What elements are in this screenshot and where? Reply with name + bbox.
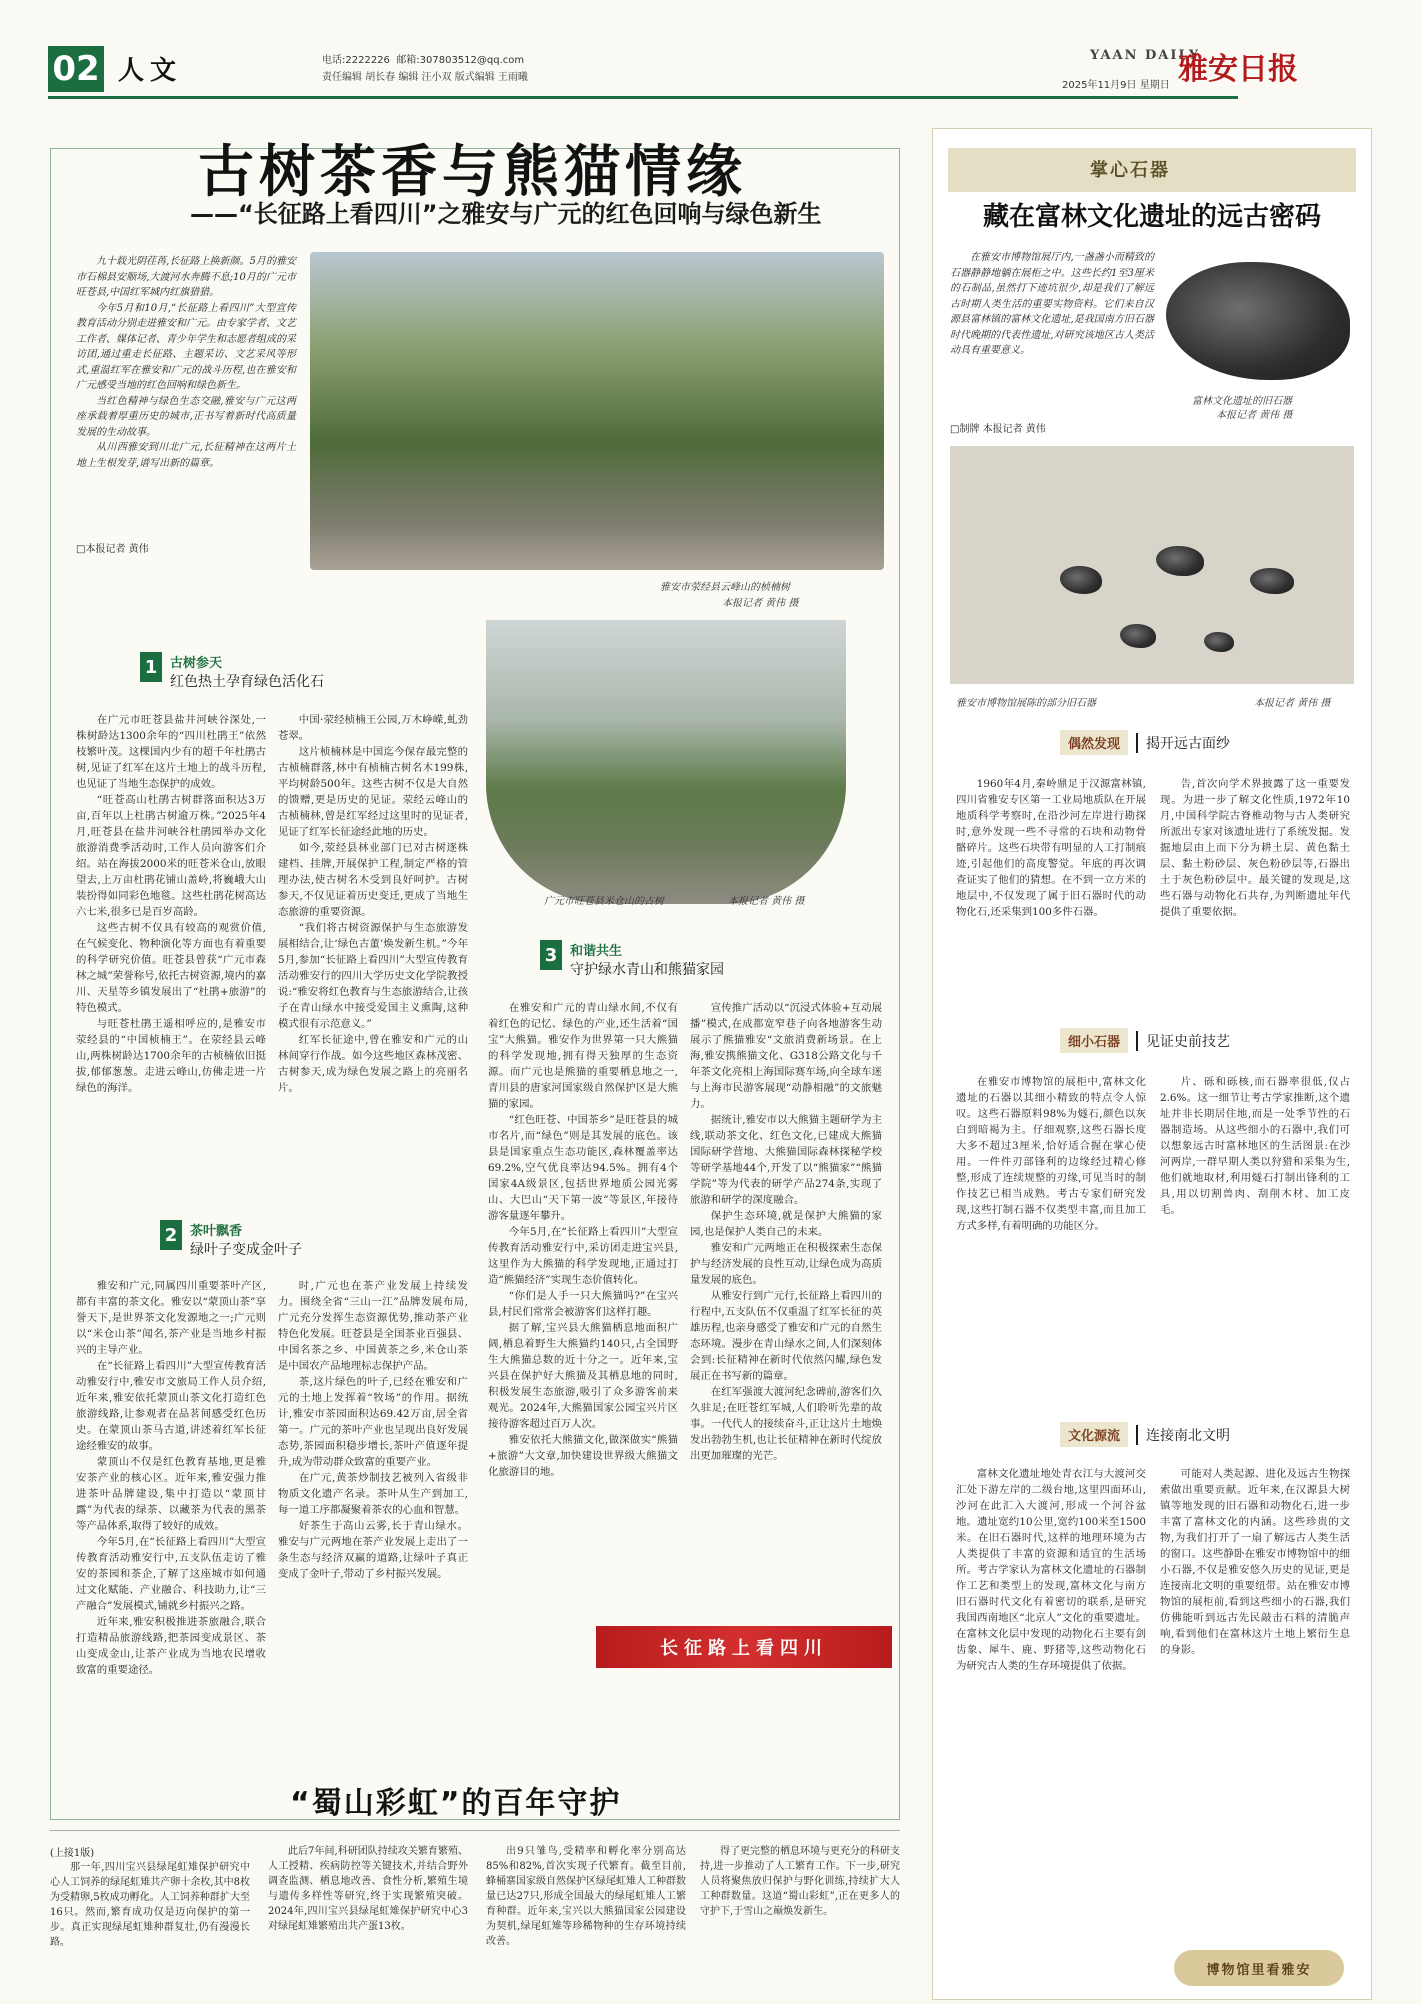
sub2-col1: 在雅安市博物馆的展柜中,富林文化遗址的石器以其细小精致的特点令人惊叹。这些石器原料98%为燧石,颜色以灰白到暗褐为主。仔细观察,这些石器长度大多不超过3厘米,恰好适合握在掌心使用。一件件刃部锋利的边缘经过精心修整,形成了连续规整的刃缘,可见当时的制作技艺已相当成熟。考古专家们研究发现,这些打制石器不仅类型丰富,而且加工方式多样,有着明确的功能区分。 [956,1076,1146,1232]
section2-col1 [76,1278,266,1678]
s1c1-p3: 这些古树不仅具有较高的观赏价值,在气候变化、物种演化等方面也有着重要的科学研究价值。旺苍县曾获“广元市森林之城”荣誉称号,依托古树资源,境内的嘉川、天星等乡镇发展出了“杜鹃+旅游”的特色模式。 [76,922,266,1014]
sidebar-frame [932,128,1372,2000]
lead-p1: 九十载光阴荏苒,长征路上换新颜。5月的雅安市石棉县安顺场,大渡河水奔腾不息;10月的广元市旺苍县,中国红军城内红旗猎猎。 [76,256,296,298]
editors-info [322,52,528,86]
s1c2-p3: 如今,荥经县林业部门已对古树逐株建档、挂牌,开展保护工程,制定严格的管理办法,使古树名木受到良好呵护。古树参天,不仅见证着历史变迁,更成了当地生态旅游的重要资源。 [278,842,468,918]
lead-byline: □本报记者 黄伟 [76,544,149,555]
bottom-col4: 得了更完整的栖息环境与更充分的科研支持,进一步推动了人工繁育工作。下一步,研究人员将聚焦放归保护与野化训练,持续扩大人工种群数量。这道“蜀山彩虹”,正在更多人的守护下,于雪山之巅焕发新生。 [700,1846,900,1917]
bottom-article-title: “蜀山彩虹”的百年守护 [290,1786,622,1821]
feature-subtitle: ——“长征路上看四川”之雅安与广元的红色回响与绿色新生 [190,200,822,228]
section1-subtitle: 红色热土孕育绿色活化石 [170,674,324,690]
sub3-col2: 可能对人类起源、进化及远古生物探索做出重要贡献。近年来,在汉源县大树镇等地发现的旧石器和动物化石,进一步丰富了富林文化的内涵。这些珍贵的文物,为我们打开了一扇了解远古人类生活的窗口。这些静卧在雅安市博物馆中的细小石器,不仅是雅安悠久历史的见证,更是连接南北文明的重要纽带。站在雅安市博物馆的展柜前,看到这些细小的石器,我们仿佛能听到远古先民敲击石料的清脆声响,看到他们在富林这片土地上繁衍生息的身影。 [1160,1468,1350,1656]
header-rule [48,96,1238,99]
sub3-text: 连接南北文明 [1136,1425,1230,1445]
s3c2-p3: 保护生态环境,就是保护大熊猫的家园,也是保护人类自己的未来。 [690,1210,882,1238]
s1c2-p2: 这片桢楠林是中国迄今保存最完整的古桢楠群落,林中有桢楠古树名木199株,平均树龄500年。这些古树不仅是大自然的馈赠,更是历史的见证。荥经云峰山的古桢楠林,曾是红军经过这里时的见证者,见证了红军长征途经此地的历史。 [278,746,468,838]
sub2-text: 见证史前技艺 [1136,1031,1230,1051]
stone-credit: 本报记者 黄伟 摄 [1216,410,1293,421]
sub1-col2: 告,首次向学术界披露了这一重要发现。为进一步了解文化性质,1972年10月,中国科学院古脊椎动物与古人类研究所派出专家对该遗址进行了系统发掘。发掘地层由上而下分为耕土层、黄色黏土层、黏土粉砂层、灰色粉砂层等,石器出土于灰色粉砂层中。最关键的发现是,这些石器与动物化石共存,为判断遗址年代提供了重要依据。 [1160,778,1350,918]
editors-line: 责任编辑 胡长春 编辑 汪小双 版式编辑 王雨曦 [322,72,528,83]
s3c2-p4: 雅安和广元两地正在积极探索生态保护与经济发展的良性互动,让绿色成为高质量发展的底色。 [690,1242,882,1286]
stones-caption: 雅安市博物馆展陈的部分旧石器 [956,698,1096,709]
s2c2-p4: 好茶生于高山云雾,长于青山绿水。雅安与广元两地在茶产业发展上走出了一条生态与经济双赢的道路,让绿叶子真正变成了金叶子,带动了乡村振兴发展。 [278,1520,468,1580]
photo2-caption: 广元市旺苍县米仓山的古树 [544,896,664,907]
stone-piece-5 [1204,632,1234,652]
s3c1-p3: 今年5月,在“长征路上看四川”大型宣传教育活动雅安行中,采访团走进宝兴县,这里作为大熊猫的科学发现地,正通过打造“熊猫经济”实现生态价值转化。 [488,1226,678,1286]
s3c1-p5: 据了解,宝兴县大熊猫栖息地面积广阔,栖息着野生大熊猫约140只,占全国野生大熊猫总数的近十分之一。近年来,宝兴县在保护好大熊猫及其栖息地的同时,积极发展生态旅游,吸引了众多游客前来观光。2024年,大熊猫国家公园宝兴片区接待游客超过百万人次。 [488,1322,678,1430]
stone-piece-4 [1120,624,1156,648]
s1c1-p4: 与旺苍杜鹃王遥相呼应的,是雅安市荥经县的“中国桢楠王”。在荥经县云峰山,两株树龄达1700余年的古桢楠依旧挺拔,郁郁葱葱。走进云峰山,仿佛走进一片绿色的海洋。 [76,1018,266,1094]
sub1-tag: 偶然发现 [1060,730,1128,755]
lead-paragraphs [76,254,296,471]
s1c1-p2: “旺苍高山杜鹃古树群落面积达3万亩,百年以上杜鹃古树逾万株。”2025年4月,旺苍县在盐井河峡谷杜鹃园举办文化旅游消费季活动时,工作人员向游客们介绍。站在海拔2000米的旺苍米仓山,放眼望去,上万亩杜鹃花铺山盖岭,将巍峨大山装扮得如同彩色地毯。这些杜鹃花树高达六七米,很多已是百岁高龄。 [76,794,266,918]
photo-zhennan-trees [310,252,884,570]
photo1-credit: 本报记者 黄伟 摄 [722,598,799,609]
s3c2-p1: 宣传推广活动以“沉浸式体验+互动展播”模式,在成都宽窄巷子向各地游客生动展示了熊猫雅安“文旅消费新场景。在上海,雅安携熊猫文化、G318公路文化与千年茶文化亮相上海国际赛车场,向全球车迷与上海市民游客展现“动静相融”的文旅魅力。 [690,1002,882,1110]
s2c1-p2: 在“长征路上看四川”大型宣传教育活动雅安行中,雅安市文旅局工作人员介绍,近年来,雅安依托蒙顶山茶文化打造红色旅游线路,让参观者在品茗间感受红色历史。在蒙顶山茶马古道,讲述着红军长征途经雅安的故事。 [76,1360,266,1452]
s3c2-p5: 从雅安行到广元行,长征路上看四川的行程中,五支队伍不仅重温了红军长征的英雄历程,也亲身感受了雅安和广元的自然生态环境。漫步在青山绿水之间,人们深刻体会到:长征精神在新时代依然闪耀,绿色发展正在书写新的篇章。 [690,1290,882,1382]
sidebar-kicker: 掌心石器 [1090,160,1170,181]
section2-subtitle: 绿叶子变成金叶子 [190,1242,302,1258]
s2c2-p2: 茶,这片绿色的叶子,已经在雅安和广元的土地上发挥着“牧场”的作用。据统计,雅安市茶园面积达69.42万亩,居全省第一。广元的茶叶产业也呈现出良好发展态势,茶园面积稳步增长,茶叶产值逐年提升,成为带动群众致富的重要产业。 [278,1376,468,1468]
s3c1-p2: “红色旺苍、中国茶乡”是旺苍县的城市名片,而“绿色”则是其发展的底色。该县是国家重点生态功能区,森林覆盖率达69.2%,空气优良率达94.5%。拥有4个国家4A级景区,包括世界地质公园光雾山、大巴山“天下第一波”等景区,年接待游客量逐年攀升。 [488,1114,678,1222]
museum-stones-photo [950,446,1354,684]
sub1-text: 揭开远古面纱 [1136,733,1230,753]
stone-piece-2 [1156,546,1204,576]
s3c1-p1: 在雅安和广元的青山绿水间,不仅有着红色的记忆、绿色的产业,还生活着“国宝”大熊猫。雅安作为世界第一只大熊猫的科学发现地,拥有得天独厚的生态资源。而广元也是熊猫的重要栖息地之一,青川县的唐家河国家级自然保护区是大熊猫的家园。 [488,1002,678,1110]
sub2-tag: 细小石器 [1060,1028,1128,1053]
section3-number: 3 [540,940,562,970]
lead-p4: 从川西雅安到川北广元,长征精神在这两片土地上生根发芽,谱写出新的篇章。 [76,442,296,469]
section2-number: 2 [160,1220,182,1250]
sidebar-lead: 在雅安市博物馆展厅内,一盏盏小而精致的石器静静地躺在展柜之中。这些长约1至3厘米的石制品,虽然打下迹坑很少,却是我们了解远古时期人类生活的重要实物资料。它们来自汉源县富林镇的富林文化遗址,是我国南方旧石器时代晚期的代表性遗址,对研究该地区古人类活动具有重要意义。 [950,252,1154,356]
section1-col1 [76,712,266,1096]
s1c2-p4: “我们将古树资源保护与生态旅游发展相结合,让‘绿色古董’焕发新生机。”今年5月,参加“长征路上看四川”大型宣传教育活动雅安行的四川大学历史文化学院教授说:“雅安将红色教育与生态旅游结合,让孩子在青山绿水中接受爱国主义熏陶,这种模式很有示范意义。” [278,922,468,1030]
bottom-rule [50,1830,900,1831]
email: 邮箱:307803512@qq.com [396,55,525,66]
sidebar-sub2 [1060,1028,1230,1053]
yaan-daily-latin: YAAN DAILY [1090,48,1201,63]
s3c2-p2: 据统计,雅安市以大熊猫主题研学为主线,联动茶文化、红色文化,已建成大熊猫国际研学营地、大熊猫国际森林探秘学校等研学基地44个,开发了以“熊猫家”“熊猫学院”等为代表的研学产品274条,实现了旅游和研学的深度融合。 [690,1114,882,1206]
sub2-col2: 片、砾和砾核,而石器率很低,仅占2.6%。这一细节让考古学家推断,这个遗址并非长期居住地,而是一处季节性的石器制造场。从这些细小的石器中,我们可以想象远古时富林地区的生活图景:在沙河两岸,一群早期人类以狩猎和采集为生,他们就地取材,利用燧石打制出锋利的工具,用以切割兽肉、刮削木材、加工皮毛。 [1160,1076,1350,1216]
s1c1-p1: 在广元市旺苍县盐井河峡谷深处,一株树龄达1300余年的“四川杜鹃王”依然枝繁叶茂。这棵国内少有的超千年杜鹃古树,见证了红军在这片土地上的战斗历程,也见证了当地生态保护的成效。 [76,714,266,790]
bottom-col2: 此后7年间,科研团队持续攻关繁育繁殖、人工授精、疾病防控等关键技术,并结合野外调查监测、栖息地改善、食性分析,繁殖生境与遗传多样性等研究,终于实现繁殖突破。2024年,四川宝兴县绿尾虹雉保护研究中心3对绿尾虹雉繁殖出共产蛋13枚。 [268,1846,468,1932]
page-number: 02 [48,46,104,92]
lead-p3: 当红色精神与绿色生态交融,雅安与广元这两座承载着厚重历史的城市,正书写着新时代高质量发展的生动故事。 [76,395,296,438]
s3c1-p6: 雅安依托大熊猫文化,做深做实“熊猫+旅游”大文章,加快建设世界级大熊猫文化旅游目的地。 [488,1434,678,1478]
section3-col2 [690,1000,882,1464]
s2c1-p4: 今年5月,在“长征路上看四川”大型宣传教育活动雅安行中,五支队伍走访了雅安的茶园和茶企,了解了这座城市如何通过文化赋能、产业融合、科技助力,让“三产融合”发展模式,铺就乡村振兴之路。 [76,1536,266,1612]
section1-col2 [278,712,468,1096]
issue-date: 2025年11月9日 星期日 [1062,80,1170,91]
section1-heading [140,652,324,691]
bottom-col1: 那一年,四川宝兴县绿尾虹雉保护研究中心人工饲养的绿尾虹雉共产卵十余枚,其中8枚为受精卵,5枚成功孵化。人工饲养种群扩大至16只。然而,繁育成功仅是迈向保护的第一步。真正实现绿尾虹雉种群复壮,仍有漫漫长路。 [50,1862,250,1948]
sub3-tag: 文化源流 [1060,1422,1128,1447]
s2c2-p3: 在广元,黄茶炒制技艺被列入省级非物质文化遗产名录。茶叶从生产到加工,每一道工序都凝聚着茶农的心血和智慧。 [278,1472,468,1516]
lead-p2: 今年5月和10月,“长征路上看四川”大型宣传教育活动分别走进雅安和广元。由专家学者、文艺工作者、媒体记者、青少年学生和志愿者组成的采访团,通过重走长征路、主题采访、文艺采风等形式,重温红军在雅安和广元的战斗历程,也在雅安和广元感受当地的红色回响和绿色新生。 [76,302,296,391]
bottom-continued: (上接1版) [50,1848,95,1859]
section3-heading [540,940,724,979]
photo-ancient-tree-guangyuan [486,620,846,904]
s2c1-p5: 近年来,雅安积极推进茶旅融合,联合打造精品旅游线路,把茶园变成景区、茶山变成金山,让茶产业成为当地农民增收致富的重要途径。 [76,1616,266,1676]
s3c2-p6: 在红军强渡大渡河纪念碑前,游客们久久驻足;在旺苍红军城,人们聆听先辈的故事。一代代人的接续奋斗,正让这片土地焕发出勃勃生机,也让长征精神在新时代绽放出更加璀璨的光芒。 [690,1386,882,1462]
sub1-col1: 1960年4月,秦岭鼎足于汉源富林镇,四川省雅安专区第一工业局地质队在开展地质科学考察时,在沿沙河左岸进行勘探时,意外发现一些不寻常的石块和动物骨骼碎片。这些石块带有明显的人工打制痕迹,引起他们的高度警觉。年底的再次调查证实了他们的猜想。在不到一立方米的地层中,不仅发现了属于旧石器时代的动物化石,还采集到100多件石器。 [956,778,1146,918]
photo1-caption: 雅安市荥经县云峰山的桢楠树 [660,582,790,593]
sidebar-sub3 [1060,1422,1230,1447]
s2c1-p1: 雅安和广元,同属四川重要茶叶产区,都有丰富的茶文化。雅安以“蒙顶山茶”享誉天下,是世界茶文化发源地之一;广元则以“米仓山茶”闻名,茶产业是当地乡村振兴的主导产业。 [76,1280,266,1356]
museum-column-tag: 博物馆里看雅安 [1174,1950,1344,1986]
s1c2-p5: 红军长征途中,曾在雅安和广元的山林间穿行作战。如今这些地区森林茂密、古树参天,成为绿色发展之路上的亮丽名片。 [278,1034,468,1094]
feature-title: 古树茶香与熊猫情缘 [198,140,747,205]
long-march-banner: 长征路上看四川 [596,1626,892,1668]
section2-col2 [278,1278,468,1582]
sidebar-byline: □制牌 本报记者 黄伟 [950,424,1046,435]
section2-heading [160,1220,302,1259]
section3-subtitle: 守护绿水青山和熊猫家园 [570,962,724,978]
section3-col1 [488,1000,678,1480]
section2-kicker: 茶叶飘香 [190,1224,243,1239]
stone-piece-1 [1060,566,1102,594]
phone: 电话:2222226 [322,55,390,66]
sidebar-sub1 [1060,730,1230,755]
section-name: 人文 [118,56,183,86]
section1-kicker: 古树参天 [170,656,223,671]
s2c1-p3: 蒙顶山不仅是红色教育基地,更是雅安茶产业的核心区。近年来,雅安强力推进茶叶品牌建设,集中打造以“蒙顶甘露”为代表的绿茶、以藏茶为代表的黑茶等产品体系,取得了较好的成效。 [76,1456,266,1532]
s3c1-p4: “你们是人手一只大熊猫吗?”在宝兴县,村民们常常会被游客们这样打趣。 [488,1290,678,1318]
stone-caption: 富林文化遗址的旧石器 [1192,396,1292,407]
sidebar-title: 藏在富林文化遗址的远古密码 [982,202,1321,232]
section1-number: 1 [140,652,162,682]
paper-logo: 雅安日报 [1178,52,1298,87]
sub3-col1: 富林文化遗址地处青衣江与大渡河交汇处下游左岸的二级台地,这里四面环山,沙河在此汇入大渡河,形成一个河谷盆地。遗址宽约10公里,宽约100米至1500米。在旧石器时代,这样的地理环境为古人类提供了丰富的资源和适宜的生活场所。考古学家认为富林文化遗址的石器制作工艺和类型上的发现,富林文化与南方旧石器时代文化有着密切的联系,是研究我国西南地区“北京人”文化的重要遗址。在富林文化层中发现的动物化石主要有剑齿象、犀牛、鹿、野猪等,这些动物化石为研究古人类的生存环境提供了依据。 [956,1468,1146,1672]
stones-credit: 本报记者 黄伟 摄 [1254,698,1331,709]
s2c2-p1: 时,广元也在茶产业发展上持续发力。围绕全省“三山一江”品牌发展布局,广元充分发挥生态资源优势,推动茶产业特色化发展。旺苍县是全国茶业百强县、中国名茶之乡、中国黄茶之乡,米仓山茶是中国农产品地理标志保护产品。 [278,1280,468,1372]
stone-piece-3 [1250,568,1294,594]
photo2-credit: 本报记者 黄伟 摄 [728,896,805,907]
section3-kicker: 和谐共生 [570,944,623,959]
bottom-col3: 出9只雏鸟,受精率和孵化率分别高达85%和82%,首次实现子代繁育。截至目前,蜂桶寨国家级自然保护区绿尾虹雉人工种群数量已达27只,形成全国最大的绿尾虹雉人工繁育种群。近年来,宝兴以大熊猫国家公园建设为契机,绿尾虹雉等珍稀物种的生存环境持续改善。 [486,1846,686,1947]
s1c2-p1: 中国·荥经桢楠王公园,万木峥嵘,虬劲苍翠。 [278,714,468,742]
